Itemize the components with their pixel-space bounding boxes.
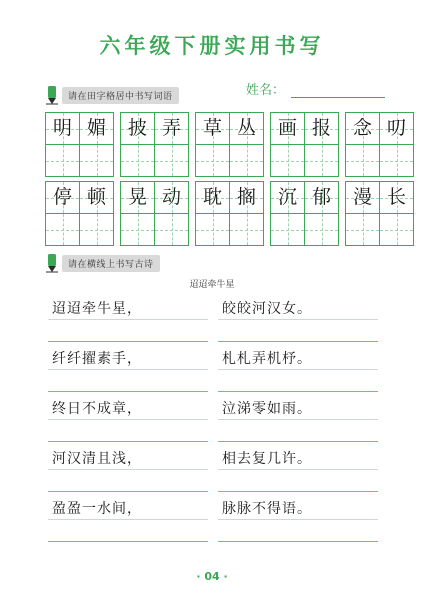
word-character: 弄 — [161, 117, 181, 139]
word-character: 长 — [386, 186, 406, 208]
tianzige-cell[interactable] — [346, 113, 379, 176]
poem-guide-line — [218, 369, 378, 370]
practice-square[interactable] — [196, 145, 229, 176]
poem-writing-line[interactable] — [218, 541, 378, 542]
poem-guide-line — [218, 419, 378, 420]
word-grid-pair — [345, 181, 414, 246]
word-character: 顿 — [86, 186, 106, 208]
word-character: 画 — [277, 117, 297, 139]
tianzige-cell[interactable] — [229, 182, 263, 245]
section-label-poem — [45, 253, 160, 273]
practice-square[interactable] — [121, 145, 154, 176]
word-character: 念 — [352, 117, 372, 139]
name-field[interactable] — [246, 79, 385, 98]
practice-square[interactable] — [271, 145, 304, 176]
poem-line-text: 脉脉不得语。 — [222, 501, 312, 517]
poem-writing-line[interactable] — [218, 341, 378, 342]
word-character: 耽 — [202, 186, 222, 208]
practice-square[interactable] — [305, 145, 338, 176]
practice-square[interactable] — [271, 214, 304, 245]
word-character: 媚 — [86, 117, 106, 139]
tianzige-cell[interactable] — [79, 182, 113, 245]
tianzige-cell[interactable] — [196, 113, 229, 176]
poem-line-text: 札札弄机杼。 — [222, 351, 312, 367]
poem-line-text: 河汉清且浅， — [52, 451, 142, 467]
practice-square[interactable] — [230, 145, 263, 176]
practice-square[interactable] — [346, 145, 379, 176]
word-grid-pair — [195, 181, 264, 246]
tianzige-cell[interactable] — [379, 182, 413, 245]
section-text: 请在田字格居中书写词语 — [62, 87, 179, 104]
poem-writing-line[interactable] — [48, 341, 208, 342]
word-character: 郁 — [311, 186, 331, 208]
name-line[interactable] — [291, 85, 385, 98]
pencil-icon — [45, 253, 59, 273]
tianzige-cell[interactable] — [154, 182, 188, 245]
poem-line-text: 相去复几许。 — [222, 451, 312, 467]
word-grid-pair — [120, 112, 189, 177]
word-character: 晃 — [127, 186, 147, 208]
poem-writing-line[interactable] — [218, 491, 378, 492]
tianzige-cell[interactable] — [46, 113, 79, 176]
word-grid-row-1 — [45, 112, 414, 177]
pencil-icon — [45, 85, 59, 105]
poem-guide-line — [48, 319, 208, 320]
practice-square[interactable] — [346, 214, 379, 245]
word-character: 草 — [202, 117, 222, 139]
poem-line-text: 迢迢牵牛星， — [52, 301, 142, 317]
word-character: 漫 — [352, 186, 372, 208]
word-grid-row-2 — [45, 181, 414, 246]
poem-line-text: 终日不成章， — [52, 401, 142, 417]
poem-writing-line[interactable] — [48, 391, 208, 392]
tianzige-cell[interactable] — [121, 113, 154, 176]
word-character: 丛 — [236, 117, 256, 139]
tianzige-cell[interactable] — [229, 113, 263, 176]
practice-square[interactable] — [46, 145, 79, 176]
poem-guide-line — [218, 519, 378, 520]
poem-guide-line — [48, 519, 208, 520]
tianzige-cell[interactable] — [79, 113, 113, 176]
tianzige-cell[interactable] — [196, 182, 229, 245]
poem-guide-line — [48, 369, 208, 370]
word-grid-pair — [270, 181, 339, 246]
word-character: 报 — [311, 117, 331, 139]
word-character: 搁 — [236, 186, 256, 208]
tianzige-cell[interactable] — [379, 113, 413, 176]
tianzige-cell[interactable] — [304, 182, 338, 245]
practice-square[interactable] — [46, 214, 79, 245]
name-label: 姓名： — [246, 83, 286, 98]
poem-guide-line — [48, 469, 208, 470]
practice-square[interactable] — [80, 214, 113, 245]
word-character: 停 — [52, 186, 72, 208]
word-character: 动 — [161, 186, 181, 208]
word-character: 明 — [52, 117, 72, 139]
poem-writing-line[interactable] — [218, 391, 378, 392]
practice-square[interactable] — [380, 145, 413, 176]
tianzige-cell[interactable] — [271, 182, 304, 245]
tianzige-cell[interactable] — [271, 113, 304, 176]
poem-writing-line[interactable] — [48, 541, 208, 542]
poem-writing-line[interactable] — [48, 491, 208, 492]
tianzige-cell[interactable] — [154, 113, 188, 176]
tianzige-cell[interactable] — [346, 182, 379, 245]
tianzige-cell[interactable] — [304, 113, 338, 176]
tianzige-cell[interactable] — [46, 182, 79, 245]
word-character: 沉 — [277, 186, 297, 208]
poem-line-text: 皎皎河汉女。 — [222, 301, 312, 317]
practice-square[interactable] — [196, 214, 229, 245]
poem-guide-line — [218, 319, 378, 320]
practice-square[interactable] — [380, 214, 413, 245]
practice-square[interactable] — [155, 145, 188, 176]
word-grid-pair — [195, 112, 264, 177]
poem-line-text: 纤纤擢素手， — [52, 351, 142, 367]
section-label-words — [45, 85, 179, 105]
tianzige-cell[interactable] — [121, 182, 154, 245]
word-character: 叨 — [386, 117, 406, 139]
section-text: 请在横线上书写古诗 — [62, 255, 160, 272]
poem-title: 迢迢牵牛星 — [189, 280, 235, 290]
poem-writing-line[interactable] — [48, 441, 208, 442]
practice-square[interactable] — [305, 214, 338, 245]
page-number: · 04 · — [196, 570, 228, 583]
practice-square[interactable] — [155, 214, 188, 245]
word-grid-pair — [45, 181, 114, 246]
poem-guide-line — [48, 419, 208, 420]
poem-line-text: 泣涕零如雨。 — [222, 401, 312, 417]
word-grid-pair — [45, 112, 114, 177]
poem-writing-line[interactable] — [218, 441, 378, 442]
word-grid-pair — [120, 181, 189, 246]
word-grid-pair — [270, 112, 339, 177]
word-grid-pair — [345, 112, 414, 177]
practice-square[interactable] — [230, 214, 263, 245]
page-title: 六年级下册实用书写 — [99, 34, 325, 58]
poem-line-text: 盈盈一水间， — [52, 501, 142, 517]
poem-guide-line — [218, 469, 378, 470]
word-character: 披 — [127, 117, 147, 139]
practice-square[interactable] — [80, 145, 113, 176]
practice-square[interactable] — [121, 214, 154, 245]
